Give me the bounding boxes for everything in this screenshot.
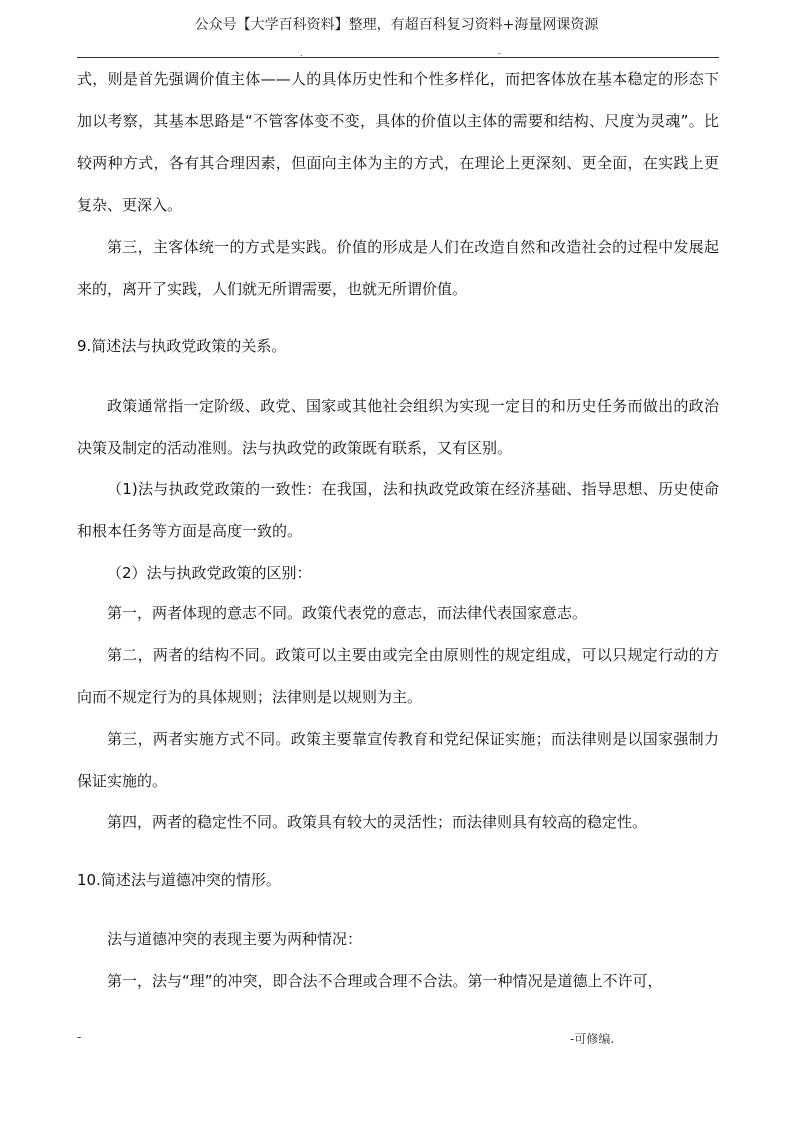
paragraph-conflict-intro: 法与道德冲突的表现主要为两种情况： [107,930,363,948]
paragraph-differences-heading: （2）法与执政党政策的区别： [107,564,312,582]
paragraph-conflict-first: 第一，法与“理”的冲突，即合法不合理或合理不合法。第一种情况是道德上不许可， [107,972,663,990]
header-dot-left: . [300,49,303,58]
question-heading-10: 10.简述法与道德冲突的情形。 [77,871,281,889]
page-header: 公众号【大学百科资料】整理，有超百科复习资料+海量网课资源 [194,17,599,33]
question-heading-9: 9.简述法与执政党政策的关系。 [77,337,287,355]
paragraph-difference-enforcement: 第三，两者实施方式不同。政策主要靠宣传教育和党纪保证实施；而法律则是以国家强制力保证实施的。 [77,730,719,790]
paragraph-practice: 第三，主客体统一的方式是实践。价值的形成是人们在改造自然和改造社会的过程中发展起来的，离开了实践，人们就无所谓需要，也就无所谓价值。 [77,238,719,298]
paragraph-difference-structure: 第二，两者的结构不同。政策可以主要由或完全由原则性的规定组成，可以只规定行动的方向而不规定行为的具体规则；法律则是以规则为主。 [77,646,719,706]
paragraph-difference-will: 第一，两者体现的意志不同。政策代表党的意志，而法律代表国家意志。 [107,604,588,622]
paragraph-consistency: （1)法与执政党政策的一致性：在我国，法和执政党政策在经济基础、指导思想、历史使命和根本任务等方面是高度一致的。 [77,480,719,540]
paragraph-value-orientation: 式，则是首先强调价值主体——人的具体历史性和个性多样化，而把客体放在基本稳定的形态下加以考察，其基本思路是“不管客体变不变，具体的价值以主体的需要和结构、尺度为灵魂”。比较两种方式，各有其合理因素，但面向主体为主的方式，在理论上更深刻、更全面，在实践上更复杂、更深入。 [77,70,719,214]
footer-editable-note: -可修编. [570,1032,615,1046]
header-dot-right: - [498,49,501,58]
paragraph-difference-stability: 第四，两者的稳定性不同。政策具有较大的灵活性；而法律则具有较高的稳定性。 [107,813,648,831]
paragraph-policy-definition: 政策通常指一定阶级、政党、国家或其他社会组织为实现一定目的和历史任务而做出的政治决策及制定的活动准则。法与执政党的政策既有联系，又有区别。 [77,397,719,457]
footer-left-mark: - [77,1030,82,1044]
